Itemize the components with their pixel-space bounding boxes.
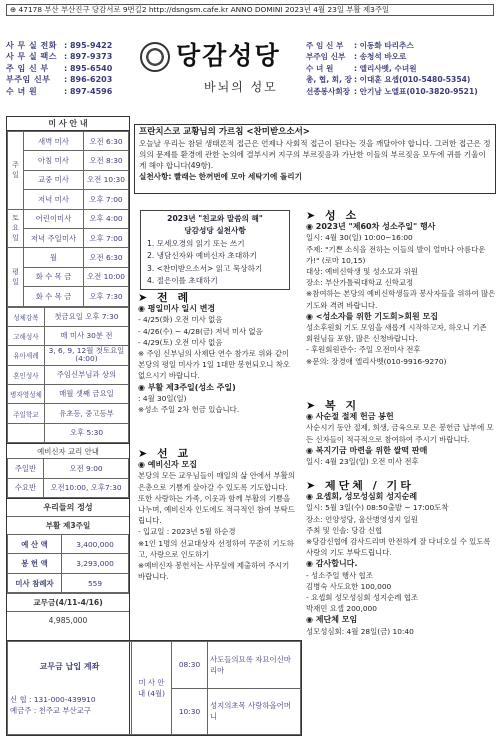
sacrament-row — [8, 346, 129, 365]
jeonrye-heading — [138, 292, 298, 303]
offering-row — [8, 573, 129, 592]
item-line: 박재민 요셉 200,000 — [306, 604, 377, 614]
item-line: - 입교일 : 2023년 5월 하순경 — [138, 527, 236, 537]
item-line: ※ 주임 신부님의 사제단 연수 참가로 위와 같이 본당의 평일 미사가 1일 1대만 봉헌되오니 착오 없으시기 바랍니다. — [138, 349, 291, 381]
mass-row — [8, 170, 129, 189]
mass-name: 월 — [24, 248, 84, 267]
catechism-title: 예비신자 교리 안내 — [7, 443, 129, 458]
goal-item: 3. <찬미받으소서> 읽고 묵상하기 — [147, 263, 263, 273]
item-line: ※문의: 장경애 엘리사벳(010-9916-9270) — [306, 356, 447, 366]
staff-value: : 송청석 바오로 — [354, 52, 407, 62]
item-heading: ◉ 감사합니다. — [306, 559, 358, 569]
intention-time-1: 08:30 — [172, 642, 208, 689]
bank-account: 신 협 : 131-000-439910 — [10, 694, 96, 704]
notice-action: 실천사항: 빨래는 한꺼번에 모아 세탁기에 돌리기 — [139, 172, 302, 181]
contact-label: 부주임 신부 — [6, 75, 51, 85]
sacrament-value: 첫금요일 오후 7:30 — [44, 307, 128, 326]
bank-holder: 예금주 : 천주교 부산교구 — [10, 705, 91, 715]
item-line: - 4/25(화) 오전 미사 없음 — [138, 315, 223, 325]
staff-row — [306, 51, 494, 62]
goals-title-2: 당감성당 실천사항 — [184, 226, 246, 236]
seongyo-title: 선 교 — [157, 448, 192, 460]
jeonrye-title: 전 례 — [157, 292, 192, 304]
sacrament-value: 매 미사 30분 전 — [44, 326, 128, 345]
item-line: ※예비신자 봉헌서는 사무실에 제출하여 주시기 바랍니다. — [138, 561, 290, 582]
contact-label: 주 임 신 부 — [6, 63, 49, 73]
offering-label: 미사 참례자 — [8, 573, 62, 592]
goal-item: 2. 냉담신자와 예비신자 초대하기 — [147, 251, 257, 261]
item-line: - 요셉회 성모성심회 성지순례 협조 — [306, 593, 419, 603]
sacrament-label: 병자영성체 — [8, 385, 45, 404]
sacrament-value: 오후 5:30 — [44, 423, 128, 442]
arrow-icon: ➤ — [306, 210, 326, 222]
item-line: 사순시기 동안 절제, 희생, 금육으로 모은 봉헌금 납부에 모든 신자들이 적극적으로 참여하여 주시기 바랍니다. — [306, 423, 494, 444]
mass-title: 미 사 안 내 — [7, 117, 129, 131]
mass-time: 오전 10:30 — [84, 170, 129, 189]
staff-value: : 엘리사벳, 수녀원 — [354, 63, 417, 73]
item-line: - 4/29(토) 오전 미사 없음 — [138, 337, 223, 347]
staff-row — [306, 63, 494, 74]
mass-group: 평일 — [8, 248, 24, 306]
catechism-row — [8, 478, 129, 497]
contribution-label: 교무금(4/11-4/16) — [7, 593, 129, 611]
item-line: 일시: 4월 23일(일) 오전 미사 전후 — [306, 457, 419, 467]
item-heading: ◉ 평일미사 일시 변경 — [138, 304, 216, 314]
bank-cell — [8, 642, 132, 735]
sacrament-value: 유초등, 중고등부 — [44, 404, 128, 423]
mass-time: 오전 6:30 — [84, 132, 129, 151]
item-line: ※1인 1명의 선교대상자 선정하여 꾸준히 기도하고, 사랑으로 인도하기 — [138, 538, 294, 559]
sacrament-row — [8, 307, 129, 326]
staff-label: 부주임 신부 — [306, 52, 346, 62]
sacrament-table — [7, 307, 129, 444]
parish-staff — [306, 40, 494, 97]
item-line: ※당감신협에 감사드리며 안전하게 잘 다녀오실 수 있도록 사랑의 기도 부탁드립니다. — [306, 537, 491, 558]
dancheh-heading — [306, 480, 496, 491]
bank-title: 교무금 납입 계좌 — [39, 661, 100, 671]
sacrament-label: 혼인성사 — [8, 365, 45, 384]
sacrament-row — [8, 365, 129, 384]
mass-schedule-table — [7, 131, 129, 307]
item-line: 일시: 5월 3일(수) 08:50출발 ~ 17:00도착 — [306, 503, 449, 513]
mass-row — [8, 132, 129, 151]
mass-group: 주일 — [8, 132, 24, 210]
notice-title: 프란치스코 교황님의 가르침 <찬미받으소서> — [139, 127, 310, 137]
bokji-heading — [306, 400, 496, 411]
mass-time: 오후 7:30 — [84, 287, 129, 306]
item-heading: ◉ <성소자를 위한 기도회>회원 모집 — [306, 311, 438, 321]
item-heading: ◉ 예비신자 모집 — [138, 460, 197, 470]
mass-name: 화 수 목 금 — [24, 287, 84, 306]
staff-value: : 이대훈 요셉(010-5480-5354) — [354, 75, 471, 85]
mass-time: 오후 7:00 — [84, 228, 129, 247]
mission-section — [138, 448, 298, 638]
contact-number: : 897-9373 — [64, 52, 113, 62]
offering-label: 봉 헌 액 — [8, 554, 62, 573]
catechism-row — [8, 459, 129, 478]
staff-label: 총, 협, 회, 장 — [306, 75, 352, 85]
parish-goals-box — [140, 210, 290, 290]
item-line: 장소: 언양성당, 울산병영성지 일원 — [306, 514, 418, 524]
offering-sunday: 부활 제3주일 — [7, 516, 129, 534]
mass-name: 교중 미사 — [24, 170, 84, 189]
mass-name: 화 수 목 금 — [24, 267, 84, 286]
dancheh-title: 제단체 / 기타 — [325, 480, 414, 492]
staff-row — [306, 74, 494, 85]
contact-row — [6, 63, 130, 74]
mass-row — [8, 248, 129, 267]
offering-label: 예 산 액 — [8, 535, 62, 554]
mass-name: 새벽 미사 — [24, 132, 84, 151]
contact-row — [6, 40, 130, 51]
item-line: - 성소주일 행사 협조 — [306, 570, 373, 580]
notice-body: 오늘날 우리는 참된 생태론적 접근은 언제나 사회적 접근이 된다는 것을 깨달아야 합니다. 그러한 접근은 정의의 문제를 환경에 관한 논의에 결부시켜 지구의 부르짖음과 가난한 이들의 부르짖음 모두에 귀를 기울이게 해야 합니다(49항). — [139, 139, 491, 170]
item-heading: ◉ 복지기금 마련을 위한 쌀떡 판매 — [306, 445, 428, 455]
item-line: - 후원회원관수: 주일 오전미사 전후 — [306, 345, 421, 355]
offering-table — [7, 534, 129, 593]
sacrament-value: 3, 6, 9, 12월 첫토요일(4:00) — [44, 346, 128, 365]
sacrament-label: 주일학교 — [8, 404, 45, 423]
page-title: 당감성당 — [176, 41, 281, 70]
sacrament-value: 주임신부님과 상의 — [44, 365, 128, 384]
item-heading: ◉ 제단체 모임 — [306, 615, 358, 625]
offering-amount: 3,400,000 — [62, 535, 129, 554]
mass-time: 오전 10:00 — [84, 267, 129, 286]
sacrament-label: 유아세례 — [8, 346, 45, 365]
catechism-label: 수요반 — [8, 478, 44, 497]
intention-time-2: 10:30 — [172, 688, 208, 735]
offering-row — [8, 535, 129, 554]
item-heading: ◉ 사순절 절제 헌금 봉헌 — [306, 412, 394, 422]
catechism-table — [7, 458, 129, 498]
offering-row — [8, 554, 129, 573]
mass-row — [8, 151, 129, 170]
item-heading: ◉ 요셉회, 성모성심회 성지순례 — [306, 492, 418, 502]
offering-amount: 559 — [62, 573, 129, 592]
mass-time: 오전 6:30 — [84, 248, 129, 267]
item-line: 본당의 모든 교우님들이 매일의 삶 안에서 부활의 은총으로 기쁨게 살아갈 수 있도록 기도합니다. — [138, 471, 295, 492]
arrow-icon: ➤ — [138, 292, 158, 304]
vocation-section — [306, 210, 496, 400]
welfare-section — [306, 400, 496, 480]
sacrament-label — [8, 423, 45, 442]
staff-row — [306, 40, 494, 51]
arrow-icon: ➤ — [306, 400, 326, 412]
item-line: - 4/26(수) ~ 4/28(금) 저녁 미사 없음 — [138, 326, 263, 336]
contribution-value: 4,985,000 — [7, 611, 129, 629]
offering-title: 우리들의 정성 — [7, 498, 129, 516]
contact-row — [6, 51, 130, 62]
contact-number: : 895-9422 — [64, 41, 113, 50]
mass-row — [8, 228, 129, 247]
item-line: ※참여하는 본당의 예비신학생들과 봉사자들을 위하여 많은 기도와 격려 바랍니다. — [306, 289, 496, 310]
mass-row — [8, 209, 129, 228]
staff-label: 수 녀 원 — [306, 63, 334, 73]
contact-number: : 897-4596 — [64, 86, 113, 96]
staff-row — [306, 86, 494, 97]
intention-text-2: 성지의초목 사랑하올어머니 — [208, 688, 301, 735]
goals-title-1: 2023년 "친교와 말씀의 해" — [167, 214, 263, 223]
page-subtitle: 바뇌의 성모 — [204, 80, 278, 94]
staff-value: : 이동화 타리추스 — [354, 41, 414, 50]
groups-section — [306, 480, 496, 738]
sacrament-row — [8, 326, 129, 345]
sacrament-row — [8, 423, 129, 442]
contact-number: : 895-6540 — [64, 63, 113, 73]
parish-contacts — [6, 40, 130, 97]
item-line: 성소후원회 기도 모임을 새롭게 시작하고자, 하오니 기존 회원님들 포함, 많은 신청바랍니다. — [306, 323, 487, 344]
seongso-heading — [306, 210, 496, 221]
staff-label: 주 임 신 부 — [306, 41, 344, 50]
parish-logo-icon — [140, 42, 170, 72]
mass-time: 오전 8:30 — [84, 151, 129, 170]
sacrament-row — [8, 385, 129, 404]
contact-row — [6, 86, 130, 97]
item-line: 또한 사랑하는 가족, 이웃과 함께 부활의 기쁨을 나누며, 예비신자 인도에도 적극적인 참여 부탁드립니다. — [138, 493, 295, 526]
catechism-time: 오전 9:00 — [44, 459, 129, 478]
seongyo-heading — [138, 448, 298, 459]
header-address-bar: ⊕ 47178 부산 부산진구 당감서로 9번길2 http://dsngsm.cafe.kr ANNO DOMINI 2023년 4월 23일 부활 제3주일 — [6, 4, 494, 16]
item-line: 성모성심회: 4월 28일(금) 10:40 — [306, 626, 414, 636]
sacrament-label: 성체강복 — [8, 307, 45, 326]
mass-row — [8, 287, 129, 306]
mass-name: 아침 미사 — [24, 151, 84, 170]
item-line: 김병숙 사도요한 100,000 — [306, 581, 392, 591]
mass-group: 토요일 — [8, 209, 24, 248]
mass-row — [8, 267, 129, 286]
sacrament-row — [8, 404, 129, 423]
item-line: 일시: 4월 30(일) 10:00~16:00 — [306, 233, 413, 243]
item-line: 장소: 부산가톨릭대학교 신학교정 — [306, 278, 414, 288]
bottom-box — [6, 640, 302, 736]
item-line: ※성소 주일 2차 헌금 있습니다. — [138, 405, 240, 415]
arrow-icon: ➤ — [138, 448, 158, 460]
item-line: 주최 및 인솔: 당감 신협 — [306, 525, 383, 535]
seongso-title: 성 소 — [325, 210, 360, 222]
staff-label: 선종봉사회장 — [306, 86, 351, 96]
item-heading: ◉ 2023년 "제60차 성소주일" 행사 — [306, 222, 436, 232]
goal-item: 1. 모세오경의 읽기 또는 쓰기 — [147, 238, 245, 248]
intention-text-1: 사도들의묘록 자묘이신마리아 — [208, 642, 301, 689]
mass-name: 어린이미사 — [24, 209, 84, 228]
mass-row — [8, 190, 129, 209]
sacrament-value: 매월 셋째 금요일 — [44, 385, 128, 404]
item-line: 대상: 예비신학생 및 성소묘과 위원 — [306, 267, 418, 277]
catechism-time: 오전10:00, 오후7:30 — [44, 478, 129, 497]
goal-item: 4. 절은이를 초대하기 — [147, 276, 218, 286]
catechism-label: 주일반 — [8, 459, 44, 478]
arrow-icon: ➤ — [306, 480, 326, 492]
mass-time: 오후 7:00 — [84, 190, 129, 209]
contact-label: 수 녀 원 — [6, 86, 38, 96]
mass-name: 저녁 미사 — [24, 190, 84, 209]
staff-value: : 안기남 노엘표(010-3820-9521) — [354, 86, 478, 96]
contact-row — [6, 74, 130, 85]
mass-time: 오후 4:00 — [84, 209, 129, 228]
offering-amount: 3,293,000 — [62, 554, 129, 573]
contact-number: : 896-6203 — [64, 75, 113, 85]
parish-header — [134, 34, 302, 100]
item-line: : 4월 30일(일) — [138, 393, 187, 403]
mass-name: 저녁 주일미사 — [24, 228, 84, 247]
contact-label: 사 무 실 전화 — [6, 41, 57, 50]
item-heading: ◉ 부활 제3주일(성소 주일) — [138, 382, 236, 392]
pope-teaching-box — [134, 124, 496, 194]
mass-intention-label: 미 사 안 내 (4월) — [132, 642, 172, 735]
item-line: 주제: "기쁜 소식을 전하는 이들의 발이 얼마나 아름다운가!" (로마 10,15) — [306, 244, 486, 265]
sacrament-label: 고해성사 — [8, 326, 45, 345]
bokji-title: 복 지 — [325, 400, 360, 412]
contact-label: 사 무 실 팩스 — [6, 52, 57, 62]
